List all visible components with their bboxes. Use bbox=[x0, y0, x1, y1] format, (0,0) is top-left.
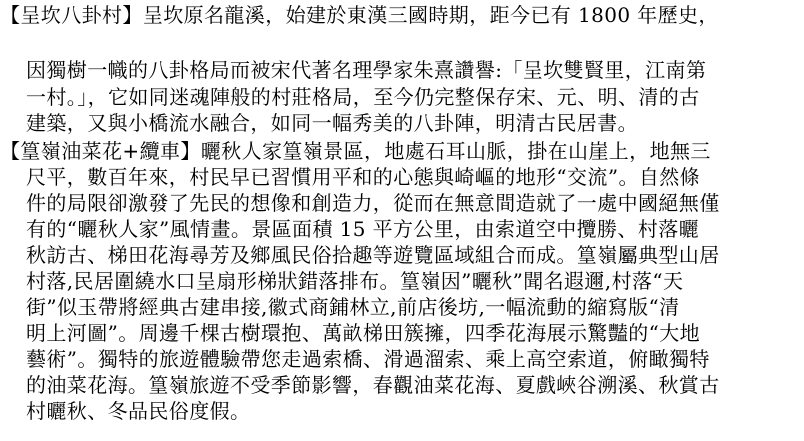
section2-heading-line bbox=[0, 138, 800, 164]
section1-line-4: 建築，又與小橋流水融合，如同一幅秀美的八卦陣，明清古民居書。 bbox=[26, 111, 638, 135]
section2-line-11: 村曬秋、冬品民俗度假。 bbox=[26, 399, 251, 423]
section1-bracket-close: 】 bbox=[122, 3, 143, 27]
section2-line-1: 曬秋人家篁嶺景區，地處石耳山脈，掛在山崖上，地無三 bbox=[200, 139, 711, 163]
section2-line-7: 街”似玉帶將經典古建串接,徽式商鋪林立,前店後坊,一幅流動的縮寫版“清 bbox=[26, 295, 680, 319]
section1-line-1: 呈坎原名龍溪，始建於東漢三國時期，距今已有 1800 年歷史， bbox=[142, 3, 719, 27]
section2-line-2: 尺平，數百年來，村民早已習慣用平和的心態與崎嶇的地形“交流”。自然條 bbox=[26, 165, 701, 189]
section2-bracket-close: 】 bbox=[180, 139, 201, 163]
section2-line-8: 明上河圖”。周邊千棵古樹環抱、萬畝梯田簇擁，四季花海展示驚豔的“大地 bbox=[26, 321, 701, 345]
section2-title: 篁嶺油菜花+纜車 bbox=[20, 139, 181, 163]
section2-line-3: 件的局限卻激發了先民的想像和創造力，從而在無意間造就了一處中國絕無僅 bbox=[26, 191, 720, 215]
section2-line-10: 的油菜花海。篁嶺旅遊不受季節影響，春觀油菜花海、夏戲峽谷溯溪、秋賞古 bbox=[26, 373, 720, 397]
section2-line-9: 藝術”。獨特的旅遊體驗帶您走過索橋、滑過溜索、乘上高空索道，俯瞰獨特 bbox=[26, 347, 710, 371]
section1-line-3: 一村。」，它如同迷魂陣般的村莊格局，至今仍完整保存宋、元、明、清的古 bbox=[26, 85, 700, 109]
section2-line-5: 秋訪古、梯田花海尋芳及鄉風民俗拾趣等遊覽區域組合而成。篁嶺屬典型山居 bbox=[26, 243, 720, 267]
section2-bracket-open: 【 bbox=[0, 139, 21, 163]
section1-title: 呈坎八卦村 bbox=[20, 3, 123, 27]
section2-line-4: 有的“曬秋人家”風情畫。景區面積 15 平方公里，由索道空中攬勝、村落曬 bbox=[26, 217, 700, 241]
section1-heading-line bbox=[0, 2, 800, 28]
section1-line-2: 因獨樹一幟的八卦格局而被宋代著名理學家朱熹讚譽:「呈坎雙賢里，江南第 bbox=[26, 58, 707, 82]
section1-bracket-open: 【 bbox=[0, 3, 21, 27]
section2-line-6: 村落,民居圍繞水口呈扇形梯狀錯落排布。篁嶺因”曬秋”聞名遐邇,村落“天 bbox=[26, 269, 684, 293]
